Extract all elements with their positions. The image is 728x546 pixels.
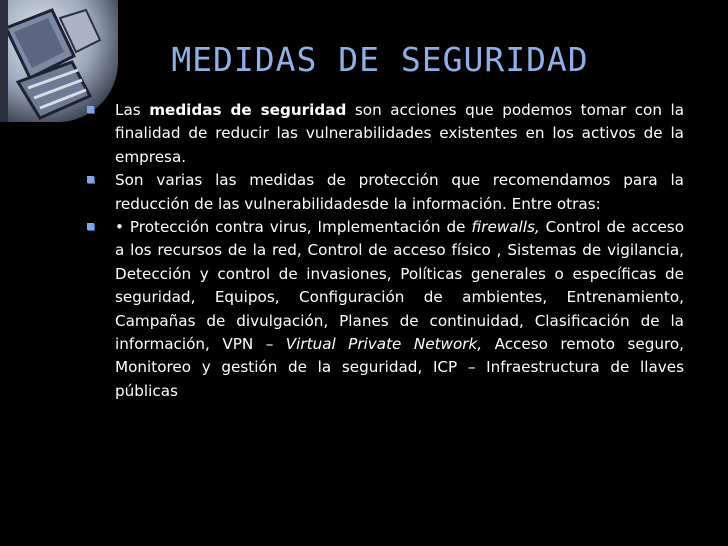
- bold-term: medidas de seguridad: [149, 101, 347, 119]
- bullet-item: [84, 169, 684, 216]
- bullet-text: • Protección contra virus, Implementación de firewalls, Control de acceso a los recursos de la red, Control de acceso físico , Sistemas de vigilancia, Detección y control de invasiones, Políticas generales o específicas de seguridad, Equipos, Configuración de ambientes, Entrenamiento, Campañas de divulgación, Planes de continuidad, Clasificación de la información, VPN – Virtual Private Network, Acceso remoto seguro, Monitoreo y gestión de la seguridad, ICP – Infraestructura de llaves públicas: [115, 218, 684, 400]
- italic-term: Virtual Private Network,: [285, 335, 483, 354]
- bullet-icon: [87, 223, 94, 230]
- italic-term: firewalls,: [471, 218, 540, 237]
- bullet-list: [84, 99, 684, 403]
- bullet-icon: [87, 176, 94, 183]
- slide-title: MEDIDAS DE SEGURIDAD: [171, 40, 589, 79]
- bullet-item: [84, 99, 684, 169]
- bullet-text: Las medidas de seguridad son acciones que podemos tomar con la finalidad de reducir las vulnerabilidades existentes en los activos de la empresa.: [115, 101, 684, 166]
- bullet-icon: [87, 106, 94, 113]
- bullet-item: [84, 216, 684, 403]
- bullet-text: Son varias las medidas de protección que recomendamos para la reducción de las vulnerabilidadesde la información. Entre otras:: [115, 171, 684, 213]
